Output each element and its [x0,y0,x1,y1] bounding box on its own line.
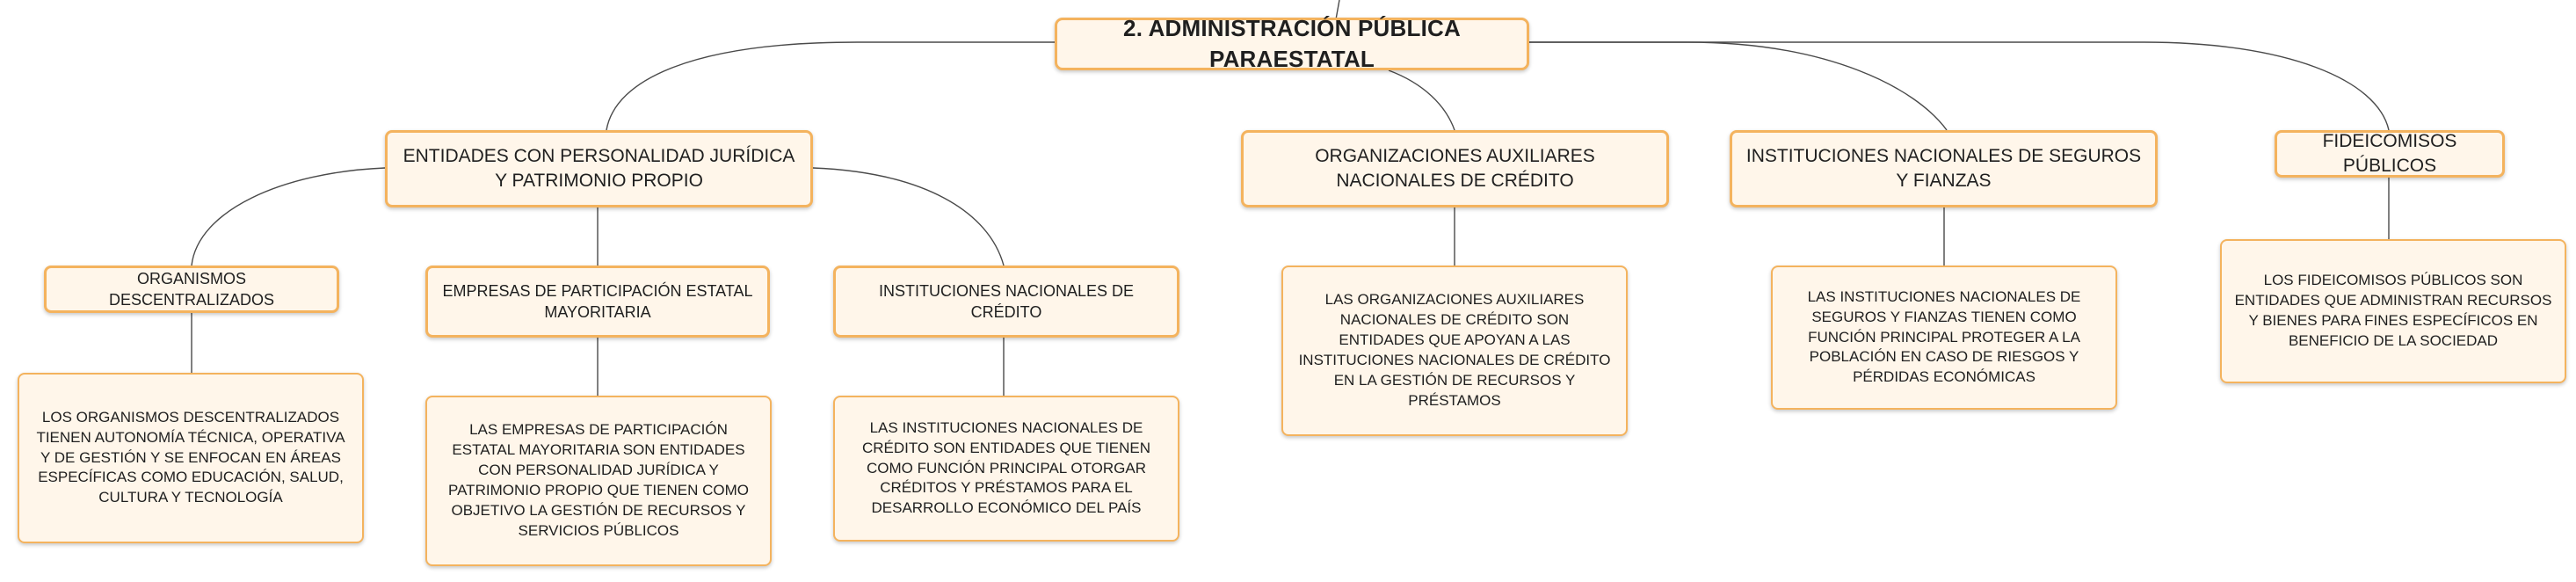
node-organismos-label: ORGANISMOS DESCENTRALIZADOS [108,269,275,309]
node-organizaciones[interactable] [1241,130,1669,207]
desc-organizaciones-text: LAS ORGANIZACIONES AUXILIARES NACIONALES DE CRÉDITO SON ENTIDADES QUE APOYAN A LAS INSTITUCIONES NACIONALES DE CRÉDITO EN LA GESTIÓN DE RECURSOS Y PRÉSTAMOS [1298,291,1611,409]
desc-fideicomisos-text: LOS FIDEICOMISOS PÚBLICOS SON ENTIDADES QUE ADMINISTRAN RECURSOS Y BIENES PARA FINES ESPECÍFICOS EN BENEFICIO DE LA SOCIEDAD [2234,272,2552,349]
node-empresas[interactable] [425,266,770,338]
node-fideicomisos-label: FIDEICOMISOS PÚBLICOS [2322,130,2457,176]
node-entidades[interactable] [385,130,813,207]
node-entidades-label: ENTIDADES CON PERSONALIDAD JURÍDICA Y PATRIMONIO PROPIO [403,145,795,191]
connector-root-seguros [1529,42,1947,130]
node-seguros[interactable] [1730,130,2158,207]
connector-root-fideicomisos [1529,42,2389,130]
root-node[interactable] [1055,14,1529,72]
desc-organismos [18,373,364,543]
connector-entidades-organismos [192,168,385,266]
desc-instituciones-credito-text: LAS INSTITUCIONES NACIONALES DE CRÉDITO SON ENTIDADES QUE TIENEN COMO FUNCIÓN PRINCIPAL OTORGAR CRÉDITOS Y PRÉSTAMOS PARA EL DESARROLLO ECONÓMICO DEL PAÍS [861,418,1151,517]
desc-seguros [1771,266,2117,410]
root-label: 2. ADMINISTRACIÓN PÚBLICA PARAESTATAL [1123,14,1461,72]
desc-fideicomisos [2220,239,2566,383]
desc-seguros-text: LAS INSTITUCIONES NACIONALES DE SEGUROS Y FIANZAS TIENEN COMO FUNCIÓN PRINCIPAL PROTEGER A LA POBLACIÓN EN CASO DE RIESGOS Y PÉRDIDAS ECONÓMICAS [1807,287,2081,386]
node-instituciones-credito-label: INSTITUCIONES NACIONALES DE CRÉDITO [878,281,1135,321]
connector-root-entidades [606,42,1055,130]
node-fideicomisos[interactable] [2275,130,2505,178]
connector-entidades-instituciones [813,168,1004,266]
node-organizaciones-label: ORGANIZACIONES AUXILIARES NACIONALES DE CRÉDITO [1315,145,1595,191]
desc-organizaciones [1281,266,1628,436]
node-instituciones-credito[interactable] [833,266,1179,338]
desc-empresas-text: LAS EMPRESAS DE PARTICIPACIÓN ESTATAL MAYORITARIA SON ENTIDADES CON PERSONALIDAD JURÍDICA Y PATRIMONIO PROPIO QUE TIENEN COMO OBJETIVO LA GESTIÓN DE RECURSOS Y SERVICIOS PÚBLICOS [448,421,749,539]
node-empresas-label: EMPRESAS DE PARTICIPACIÓN ESTATAL MAYORITARIA [442,281,753,321]
connector-root-organizaciones [1389,70,1455,130]
desc-organismos-text: LOS ORGANISMOS DESCENTRALIZADOS TIENEN AUTONOMÍA TÉCNICA, OPERATIVA Y DE GESTIÓN Y SE ENFOCAN EN ÁREAS ESPECÍFICAS COMO EDUCACIÓN, SALUD, CULTURA Y TECNOLOGÍA [36,408,345,506]
node-organismos[interactable] [44,266,339,313]
node-seguros-label: INSTITUCIONES NACIONALES DE SEGUROS Y FIANZAS [1745,145,2142,191]
desc-instituciones-credito [833,396,1179,542]
desc-empresas [425,396,772,566]
